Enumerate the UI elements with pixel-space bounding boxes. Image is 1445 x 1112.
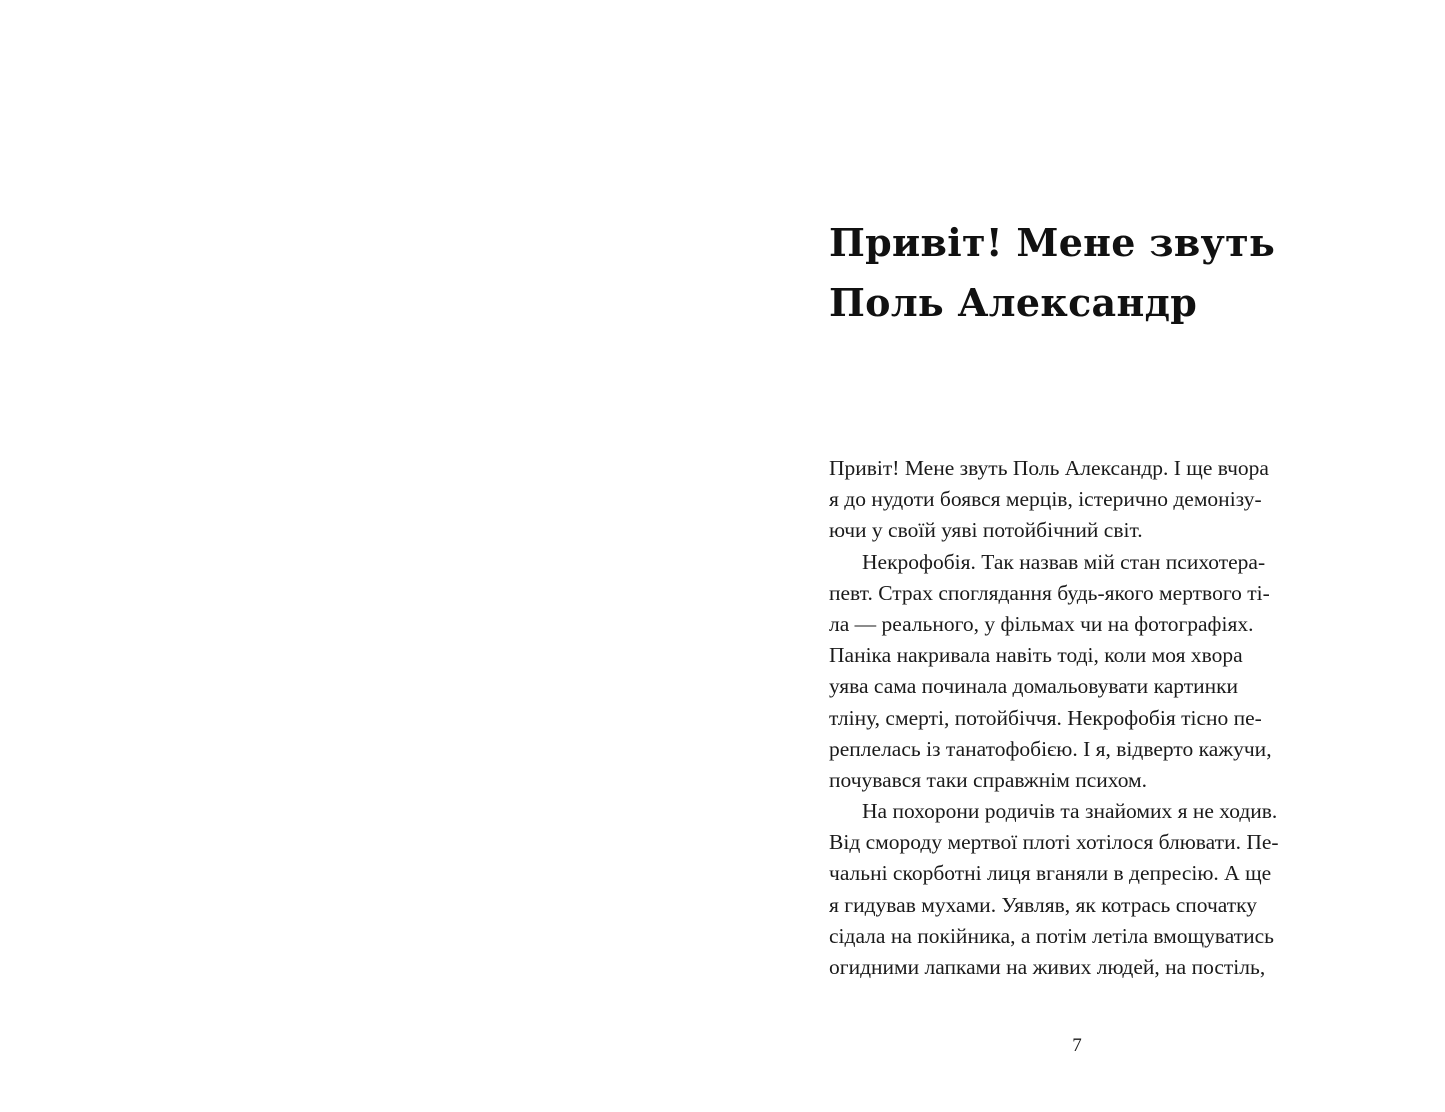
text-line: я гидував мухами. Уявляв, як котрась спочатку xyxy=(829,892,1258,917)
text-line: ючи у своїй уяві потойбічний світ. xyxy=(829,518,1143,543)
text-line: я до нудоти боявся мерців, істерично демонізу- xyxy=(829,487,1262,512)
text-line: Некрофобія. Так назвав мій стан психотера- xyxy=(862,549,1266,574)
text-line: тліну, смерті, потойбіччя. Некрофобія тісно пе- xyxy=(829,705,1262,730)
text-line: огидними лапками на живих людей, на постіль, xyxy=(829,955,1266,979)
left-page-blank xyxy=(0,0,722,1112)
text-line: сідала на покійника, а потім летіла вмощуватись xyxy=(829,923,1274,948)
text-line: почувався таки справжнім психом. xyxy=(829,767,1148,792)
text-line: Паніка накривала навіть тоді, коли моя хвора xyxy=(829,643,1243,668)
chapter-title xyxy=(829,213,1389,333)
body-text xyxy=(829,453,1339,983)
text-line: Від смороду мертвої плоті хотілося блювати. Пе- xyxy=(829,830,1279,855)
chapter-title-line-2: Поль Александр xyxy=(829,280,1198,325)
chapter-title-line-1: Привіт! Мене звуть xyxy=(829,220,1276,265)
text-line: чальні скорботні лиця вганяли в депресію. А ще xyxy=(829,861,1272,886)
text-line: певт. Страх споглядання будь-якого мертвого ті- xyxy=(829,580,1270,605)
page-number: 7 xyxy=(1072,1035,1082,1056)
text-line: реплелась із танатофобією. І я, відверто кажучи, xyxy=(829,736,1272,761)
text-line: ла — реального, у фільмах чи на фотографіях. xyxy=(829,611,1254,636)
text-line: На похорони родичів та знайомих я не ходив. xyxy=(862,799,1278,824)
right-page xyxy=(722,0,1445,1112)
text-line: уява сама починала домальовувати картинки xyxy=(829,674,1239,699)
text-line: Привіт! Мене звуть Поль Александр. І ще вчора xyxy=(829,456,1269,480)
